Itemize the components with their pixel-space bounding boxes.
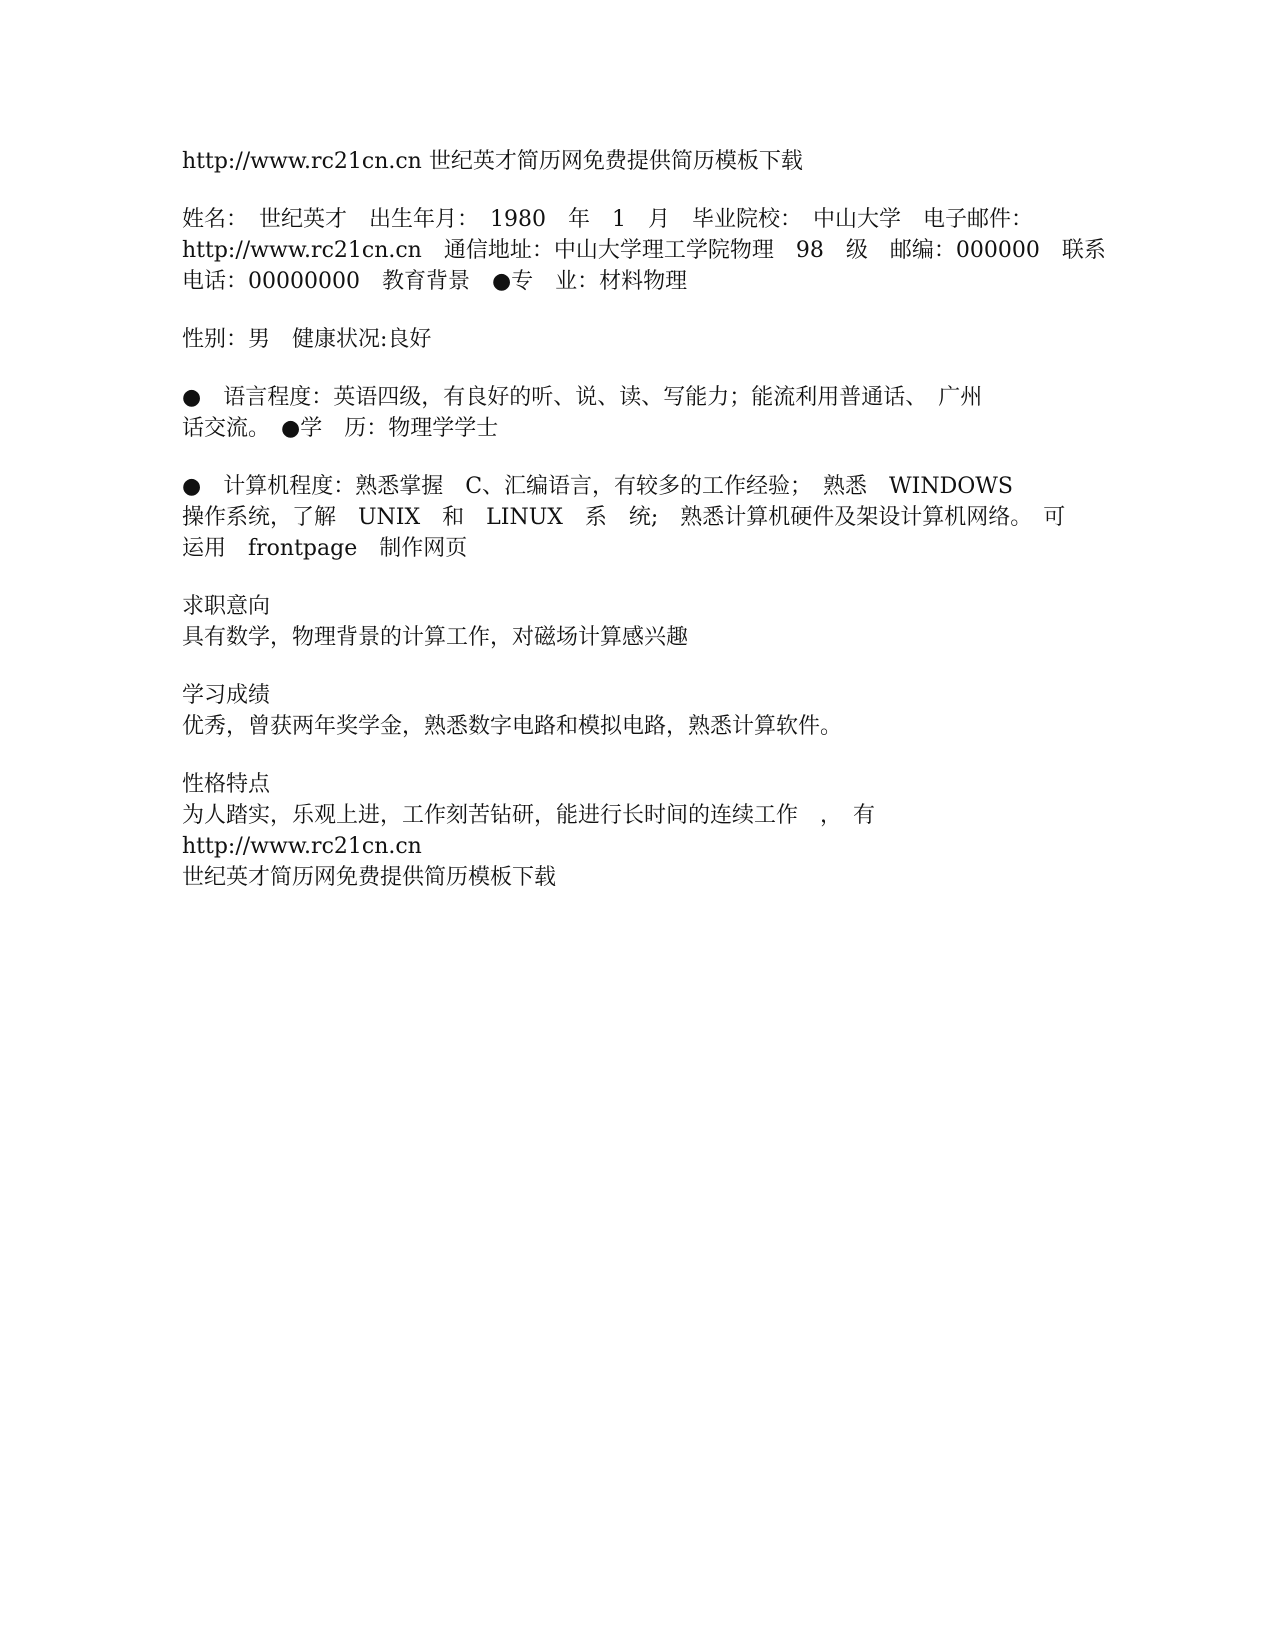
personal-info-line-2: http://www.rc21cn.cn 通信地址：中山大学理工学院物理 98 级 邮编：000000 联系	[182, 238, 1106, 263]
grades-text: 优秀，曾获两年奖学金，熟悉数字电路和模拟电路，熟悉计算软件。	[182, 714, 843, 739]
language-line-2: 话交流。 ●学 历：物理学学士	[182, 416, 499, 441]
spacer	[182, 564, 1062, 591]
resume-body	[182, 146, 1106, 893]
objective-text: 具有数学，物理背景的计算工作，对磁场计算感兴趣	[182, 625, 689, 650]
language-line-1: ● 语言程度：英语四级，有良好的听、说、读、写能力；能流利用普通话、 广州	[182, 385, 983, 410]
computer-line-2: 操作系统，了解 UNIX 和 LINUX 系 统; 熟悉计算机硬件及架设计算机网络。 可	[182, 505, 1066, 530]
personal-info	[182, 204, 1106, 297]
spacer	[182, 653, 1062, 680]
footer-url: http://www.rc21cn.cn	[182, 834, 422, 859]
spacer	[182, 444, 1062, 471]
computer-line-3: 运用 frontpage 制作网页	[182, 536, 468, 561]
header-line	[182, 146, 1062, 177]
language-section	[182, 382, 1062, 444]
personal-info-line-1: 姓名： 世纪英才 出生年月： 1980 年 1 月 毕业院校： 中山大学 电子邮件：	[182, 207, 1033, 232]
gender-health-text: 性别：男 健康状况:良好	[182, 327, 432, 352]
objective-heading: 求职意向	[182, 594, 271, 619]
personal-info-line-3: 电话：00000000 教育背景 ●专 业：材料物理	[182, 269, 688, 294]
header-line-text: http://www.rc21cn.cn 世纪英才简历网免费提供简历模板下载	[182, 149, 803, 174]
objective-section	[182, 591, 1062, 653]
spacer	[182, 355, 1062, 382]
spacer	[182, 742, 1062, 769]
footer-text: 世纪英才简历网免费提供简历模板下载	[182, 865, 557, 890]
grades-section	[182, 680, 1062, 742]
computer-line-1: ● 计算机程度：熟悉掌握 C、汇编语言，有较多的工作经验； 熟悉 WINDOWS	[182, 474, 1013, 499]
gender-health	[182, 324, 1062, 355]
grades-heading: 学习成绩	[182, 683, 271, 708]
personality-heading: 性格特点	[182, 772, 271, 797]
spacer	[182, 177, 1062, 204]
personality-section	[182, 769, 1062, 893]
spacer	[182, 297, 1062, 324]
personality-text: 为人踏实，乐观上进，工作刻苦钻研，能进行长时间的连续工作 ， 有	[182, 803, 876, 828]
computer-section	[182, 471, 1066, 564]
